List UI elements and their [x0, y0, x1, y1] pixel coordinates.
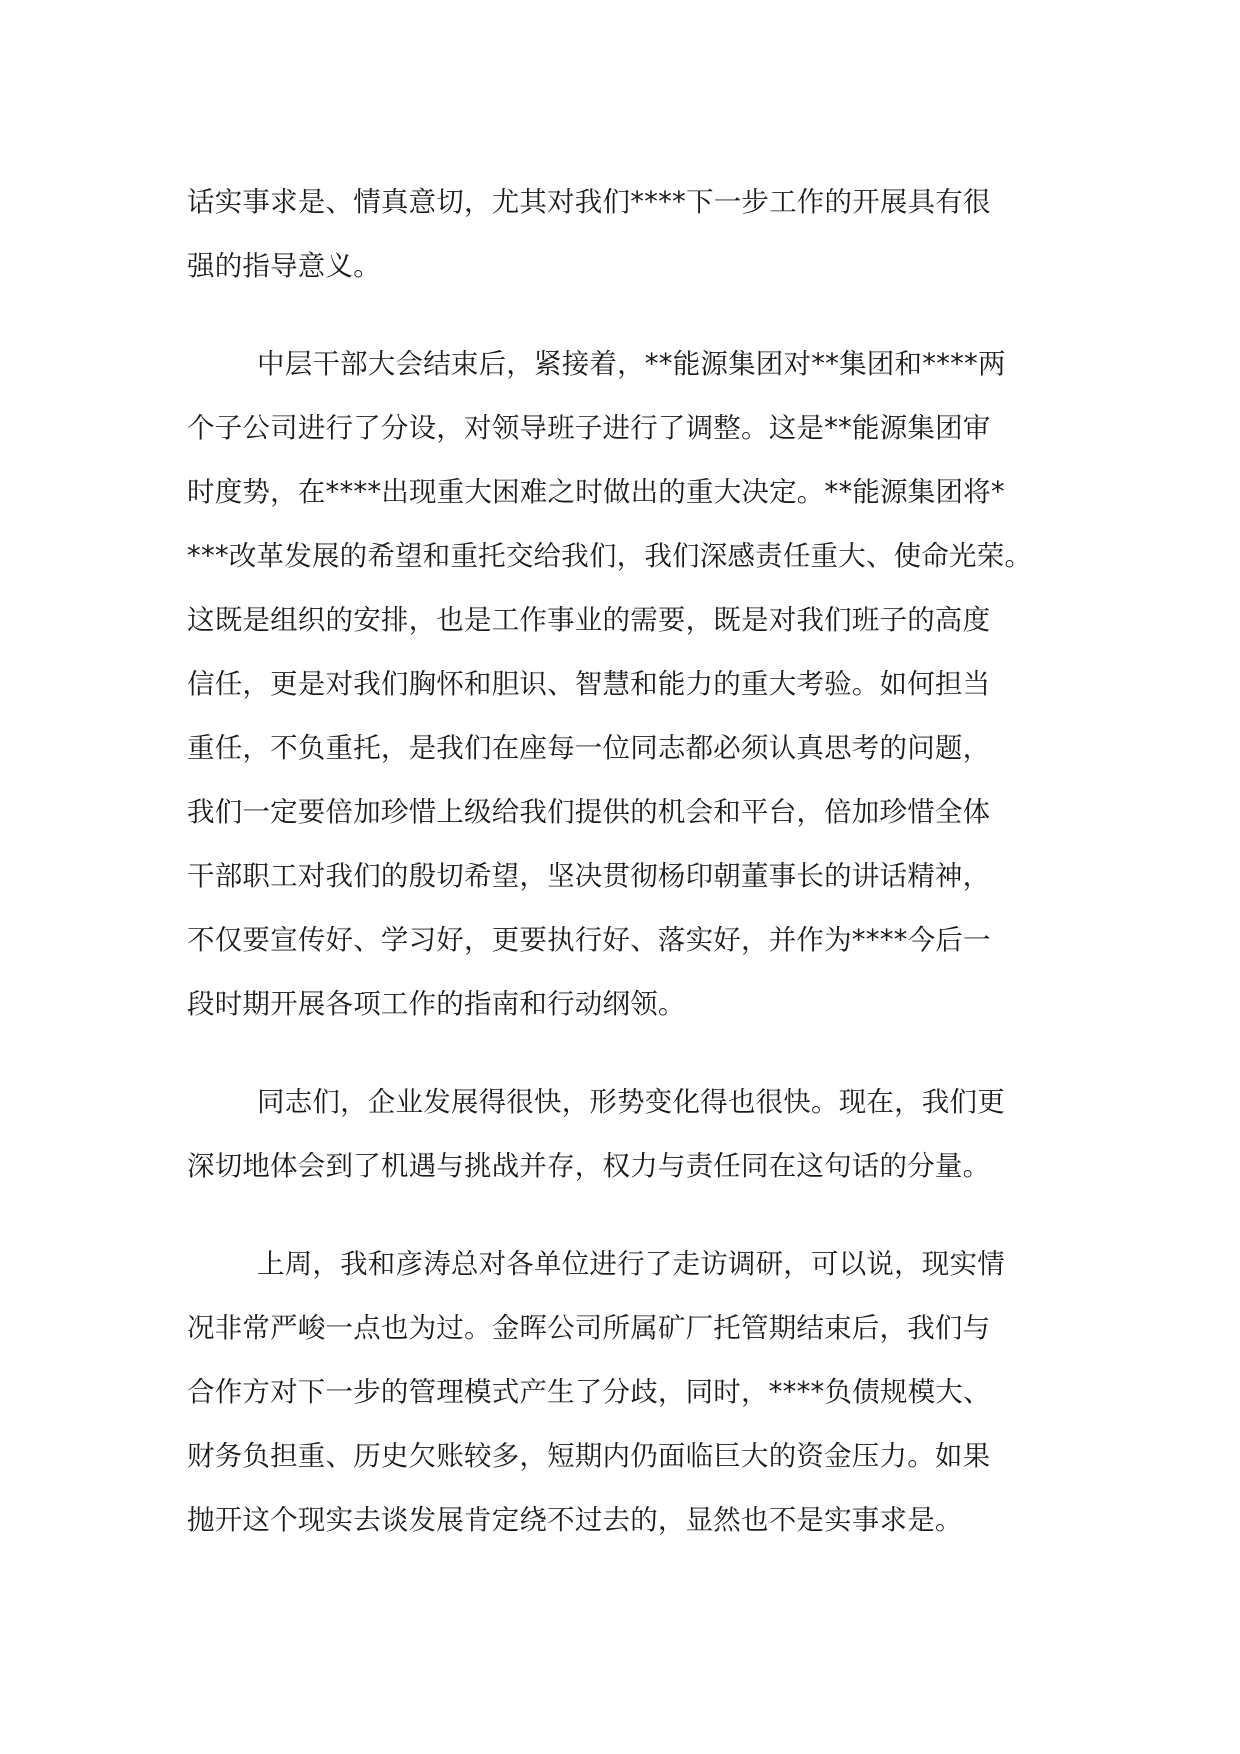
paragraph-1: [187, 170, 1067, 298]
paragraph-line: 合作方对下一步的管理模式产生了分歧，同时，****负债规模大、: [187, 1376, 991, 1408]
paragraph-3: [187, 1070, 1067, 1198]
paragraph-4: [187, 1232, 1067, 1552]
document-body: [187, 170, 1067, 1586]
paragraph-line: 中层干部大会结束后，紧接着，**能源集团对**集团和****两: [257, 348, 1006, 380]
paragraph-line: 况非常严峻一点也为过。金晖公司所属矿厂托管期结束后，我们与: [187, 1312, 991, 1344]
paragraph-line: 不仅要宣传好、学习好，更要执行好、落实好，并作为****今后一: [187, 924, 991, 956]
paragraph-line: 这既是组织的安排，也是工作事业的需要，既是对我们班子的高度: [187, 604, 991, 636]
paragraph-line: 干部职工对我们的殷切希望，坚决贯彻杨印朝董事长的讲话精神，: [187, 860, 991, 892]
paragraph-line: 信任，更是对我们胸怀和胆识、智慧和能力的重大考验。如何担当: [187, 668, 991, 700]
paragraph-line: 同志们，企业发展得很快，形势变化得也很快。现在，我们更: [257, 1086, 1005, 1118]
paragraph-line: 重任，不负重托，是我们在座每一位同志都必须认真思考的问题，: [187, 732, 991, 764]
paragraph-line: ***改革发展的希望和重托交给我们，我们深感责任重大、使命光荣。: [187, 540, 1033, 572]
paragraph-line: 深切地体会到了机遇与挑战并存，权力与责任同在这句话的分量。: [187, 1150, 991, 1182]
paragraph-line: 强的指导意义。: [187, 250, 381, 282]
paragraph-line: 财务负担重、历史欠账较多，短期内仍面临巨大的资金压力。如果: [187, 1440, 991, 1472]
paragraph-line: 上周，我和彦涛总对各单位进行了走访调研，可以说，现实情: [257, 1248, 1005, 1280]
paragraph-line: 我们一定要倍加珍惜上级给我们提供的机会和平台，倍加珍惜全体: [187, 796, 991, 828]
paragraph-line: 段时期开展各项工作的指南和行动纲领。: [187, 988, 686, 1020]
paragraph-2: [187, 332, 1067, 1036]
paragraph-line: 时度势，在****出现重大困难之时做出的重大决定。**能源集团将*: [187, 476, 1005, 508]
paragraph-line: 抛开这个现实去谈发展肯定绕不过去的，显然也不是实事求是。: [187, 1504, 963, 1536]
paragraph-line: 个子公司进行了分设，对领导班子进行了调整。这是**能源集团审: [187, 412, 991, 444]
paragraph-line: 话实事求是、情真意切，尤其对我们****下一步工作的开展具有很: [187, 186, 991, 218]
